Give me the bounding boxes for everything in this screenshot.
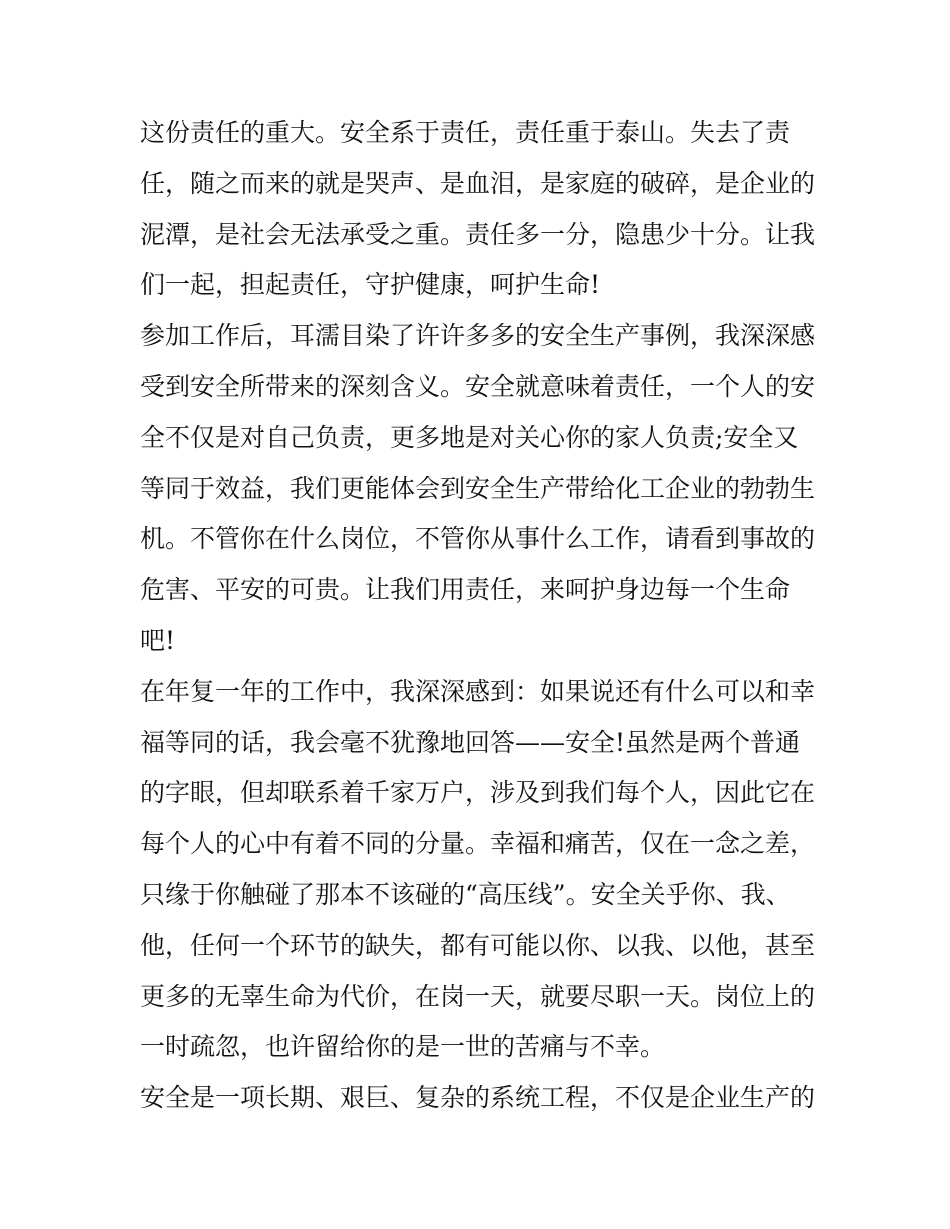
text-line: 他，任何一个环节的缺失，都有可能以你、以我、以他，甚至 — [140, 930, 816, 960]
text-line: 参加工作后，耳濡目染了许许多多的安全生产事例，我深深感 — [140, 321, 816, 351]
text-line: 的字眼，但却联系着千家万户，涉及到我们每个人，因此它在 — [140, 778, 816, 808]
text-line: 受到安全所带来的深刻含义。安全就意味着责任，一个人的安 — [140, 371, 816, 401]
text-line: 们一起，担起责任，守护健康，呵护生命! — [140, 270, 601, 300]
text-line: 更多的无辜生命为代价，在岗一天，就要尽职一天。岗位上的 — [140, 981, 816, 1011]
text-line: 泥潭，是社会无法承受之重。责任多一分，隐患少十分。让我 — [140, 219, 816, 249]
text-line: 福等同的话，我会毫不犹豫地回答——安全!虽然是两个普通 — [140, 727, 801, 757]
text-line: 全不仅是对自己负责，更多地是对关心你的家人负责;安全又 — [140, 422, 799, 452]
text-line: 任，随之而来的就是哭声、是血泪，是家庭的破碎，是企业的 — [140, 168, 816, 198]
text-line: 这份责任的重大。安全系于责任，责任重于泰山。失去了责 — [140, 118, 791, 147]
text-line: 吧! — [140, 625, 176, 655]
text-line: 机。不管你在什么岗位，不管你从事什么工作，请看到事故的 — [140, 524, 816, 554]
text-line: 只缘于你触碰了那本不该碰的“高压线”。安全关乎你、我、 — [140, 879, 791, 909]
text-line: 危害、平安的可贵。让我们用责任，来呵护身边每一个生命 — [140, 575, 791, 605]
text-line: 在年复一年的工作中，我深深感到：如果说还有什么可以和幸 — [140, 676, 816, 706]
text-line: 安全是一项长期、艰巨、复杂的系统工程，不仅是企业生产的 — [140, 1083, 816, 1113]
text-line: 等同于效益，我们更能体会到安全生产带给化工企业的勃勃生 — [140, 473, 816, 503]
body-text — [140, 108, 820, 1124]
text-line: 每个人的心中有着不同的分量。幸福和痛苦，仅在一念之差， — [140, 829, 816, 859]
text-line: 一时疏忽，也许留给你的是一世的苦痛与不幸。 — [140, 1032, 666, 1062]
